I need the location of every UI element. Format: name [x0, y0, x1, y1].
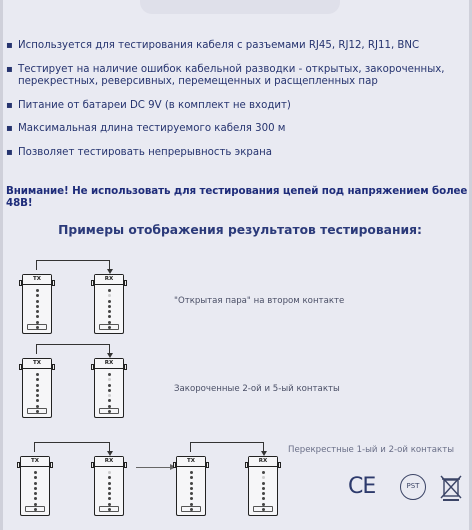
examples-title: Примеры отображения результатов тестирования: — [58, 223, 422, 237]
feature-item: ▪ Используется для тестирования кабеля с разъемами RJ45, RJ12, RJ11, BNC — [6, 40, 420, 51]
wire-loop-1 — [36, 260, 110, 270]
tx-tester-3b — [176, 456, 206, 516]
tx-label: TX — [21, 457, 49, 467]
feature-item: ▪ Позволяет тестировать непрерывность экрана — [6, 146, 272, 158]
tx-tester-1 — [22, 274, 52, 334]
warning-text: Внимание! Не использовать для тестирования цепей под напряжением более 48В! — [6, 185, 468, 209]
feature-item: ▪ Питание от батареи DC 9V (в комплект не входит) — [6, 99, 291, 111]
example-caption-1: "Открытая пара" на втором контакте — [174, 296, 345, 306]
tx-tester-2 — [22, 358, 52, 418]
feature-list — [6, 40, 456, 171]
rx-label: RX — [95, 359, 123, 369]
hang-tab — [140, 0, 340, 14]
feature-item: ▪ Тестирует на наличие ошибок кабельной разводки - открытых, закороченных, перекрестных, реверсивных, перемещенных и расщепленных пар — [6, 63, 445, 88]
tx-tester-3a — [20, 456, 50, 516]
tx-label: TX — [23, 359, 51, 369]
left-edge — [0, 0, 3, 530]
wire-loop-2 — [36, 344, 110, 354]
rx-label: RX — [95, 275, 123, 285]
wire-loop-3b — [190, 442, 264, 452]
tx-label: TX — [177, 457, 205, 467]
tx-label: TX — [23, 275, 51, 285]
rx-tester-1 — [94, 274, 124, 334]
example-caption-3: Перекрестные 1-ый и 2-ой контакты — [288, 445, 455, 455]
rx-tester-2 — [94, 358, 124, 418]
ce-mark-icon: CE — [348, 474, 376, 499]
rx-tester-3a — [94, 456, 124, 516]
pst-mark-icon: PST — [400, 474, 426, 500]
recycle-bin-icon — [440, 474, 462, 502]
rx-tester-3b — [248, 456, 278, 516]
feature-item: ▪ Максимальная длина тестируемого кабеля 300 м — [6, 123, 286, 135]
wire-loop-3a — [34, 442, 110, 452]
transition-arrow-line — [136, 467, 172, 468]
rx-label: RX — [95, 457, 123, 467]
rx-label: RX — [249, 457, 277, 467]
example-caption-2: Закороченные 2-ой и 5-ый контакты — [174, 384, 340, 394]
